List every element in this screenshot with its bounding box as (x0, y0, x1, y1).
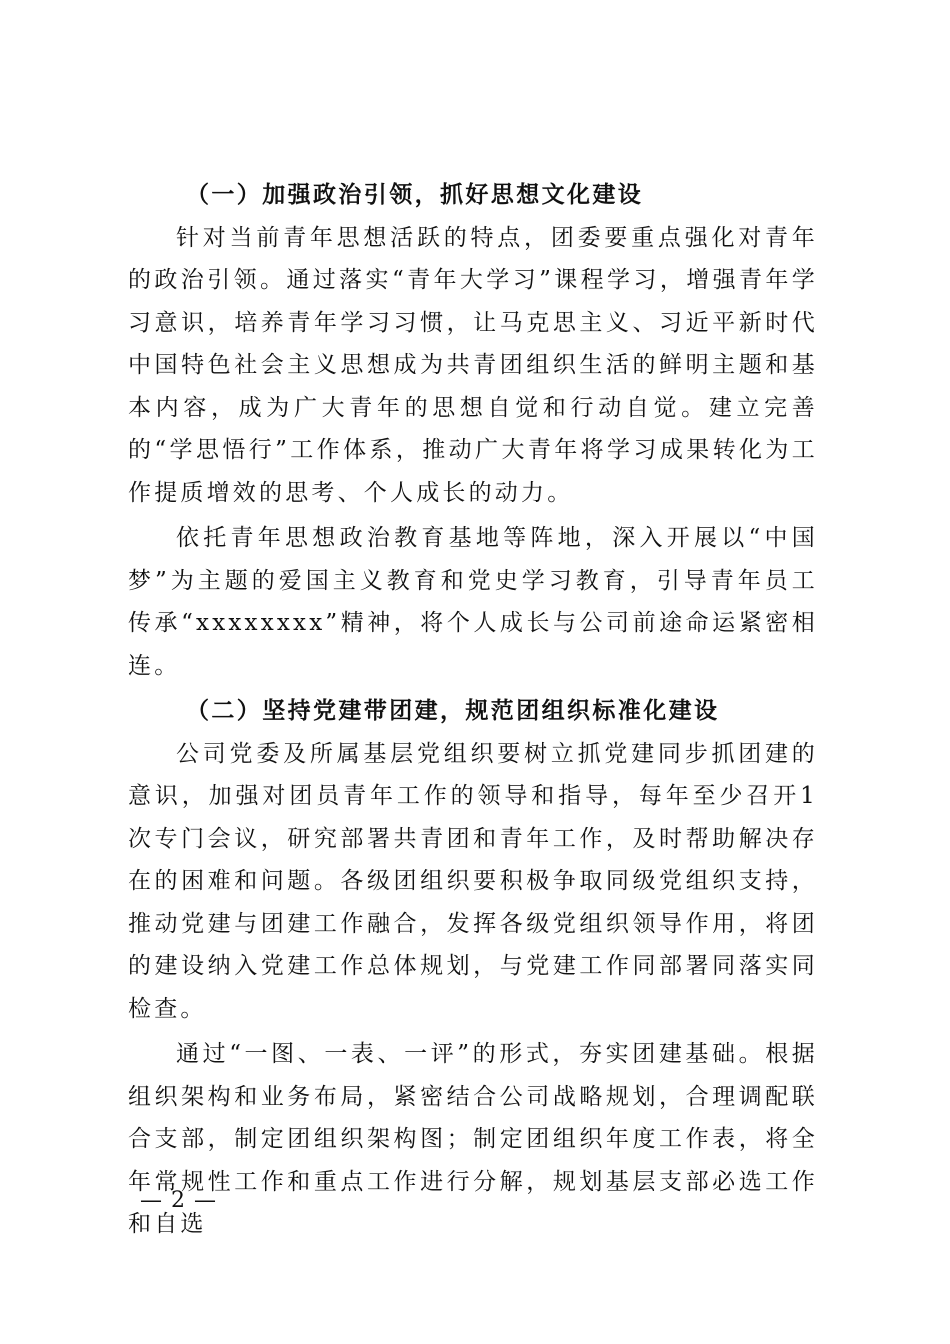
section-heading-2: （二）坚持党建带团建，规范团组织标准化建设 (186, 697, 720, 724)
paragraph: 依托青年思想政治教育基地等阵地，深入开展以“中国梦”为主题的爱国主义教育和党史学习教育，引导青年员工传承“xxxxxxxx”精神，将个人成长与公司前途命运紧密相连。 (128, 525, 818, 679)
page-number: — 2 — (140, 1188, 217, 1213)
section-heading-1: （一）加强政治引领，抓好思想文化建设 (186, 181, 644, 208)
paragraph: 针对当前青年思想活跃的特点，团委要重点强化对青年的政治引领。通过落实“青年大学习”课程学习，增强青年学习意识，培养青年学习习惯，让马克思主义、习近平新时代中国特色社会主义思想成为共青团组织生活的鲜明主题和基本内容，成为广大青年的思想自觉和行动自觉。建立完善的“学思悟行”工作体系，推动广大青年将学习成果转化为工作提质增效的思考、个人成长的动力。 (128, 224, 818, 506)
paragraph: 公司党委及所属基层党组织要树立抓党建同步抓团建的意识，加强对团员青年工作的领导和指导，每年至少召开1次专门会议，研究部署共青团和青年工作，及时帮助解决存在的困难和问题。各级团组织要积极争取同级党组织支持，推动党建与团建工作融合，发挥各级党组织领导作用，将团的建设纳入党建工作总体规划，与党建工作同部署同落实同检查。 (128, 740, 818, 1022)
paragraph: 通过“一图、一表、一评”的形式，夯实团建基础。根据组织架构和业务布局，紧密结合公司战略规划，合理调配联合支部，制定团组织架构图；制定团组织年度工作表，将全年常规性工作和重点工作进行分解，规划基层支部必选工作和自选 (128, 1041, 818, 1237)
document-body (128, 174, 818, 1246)
